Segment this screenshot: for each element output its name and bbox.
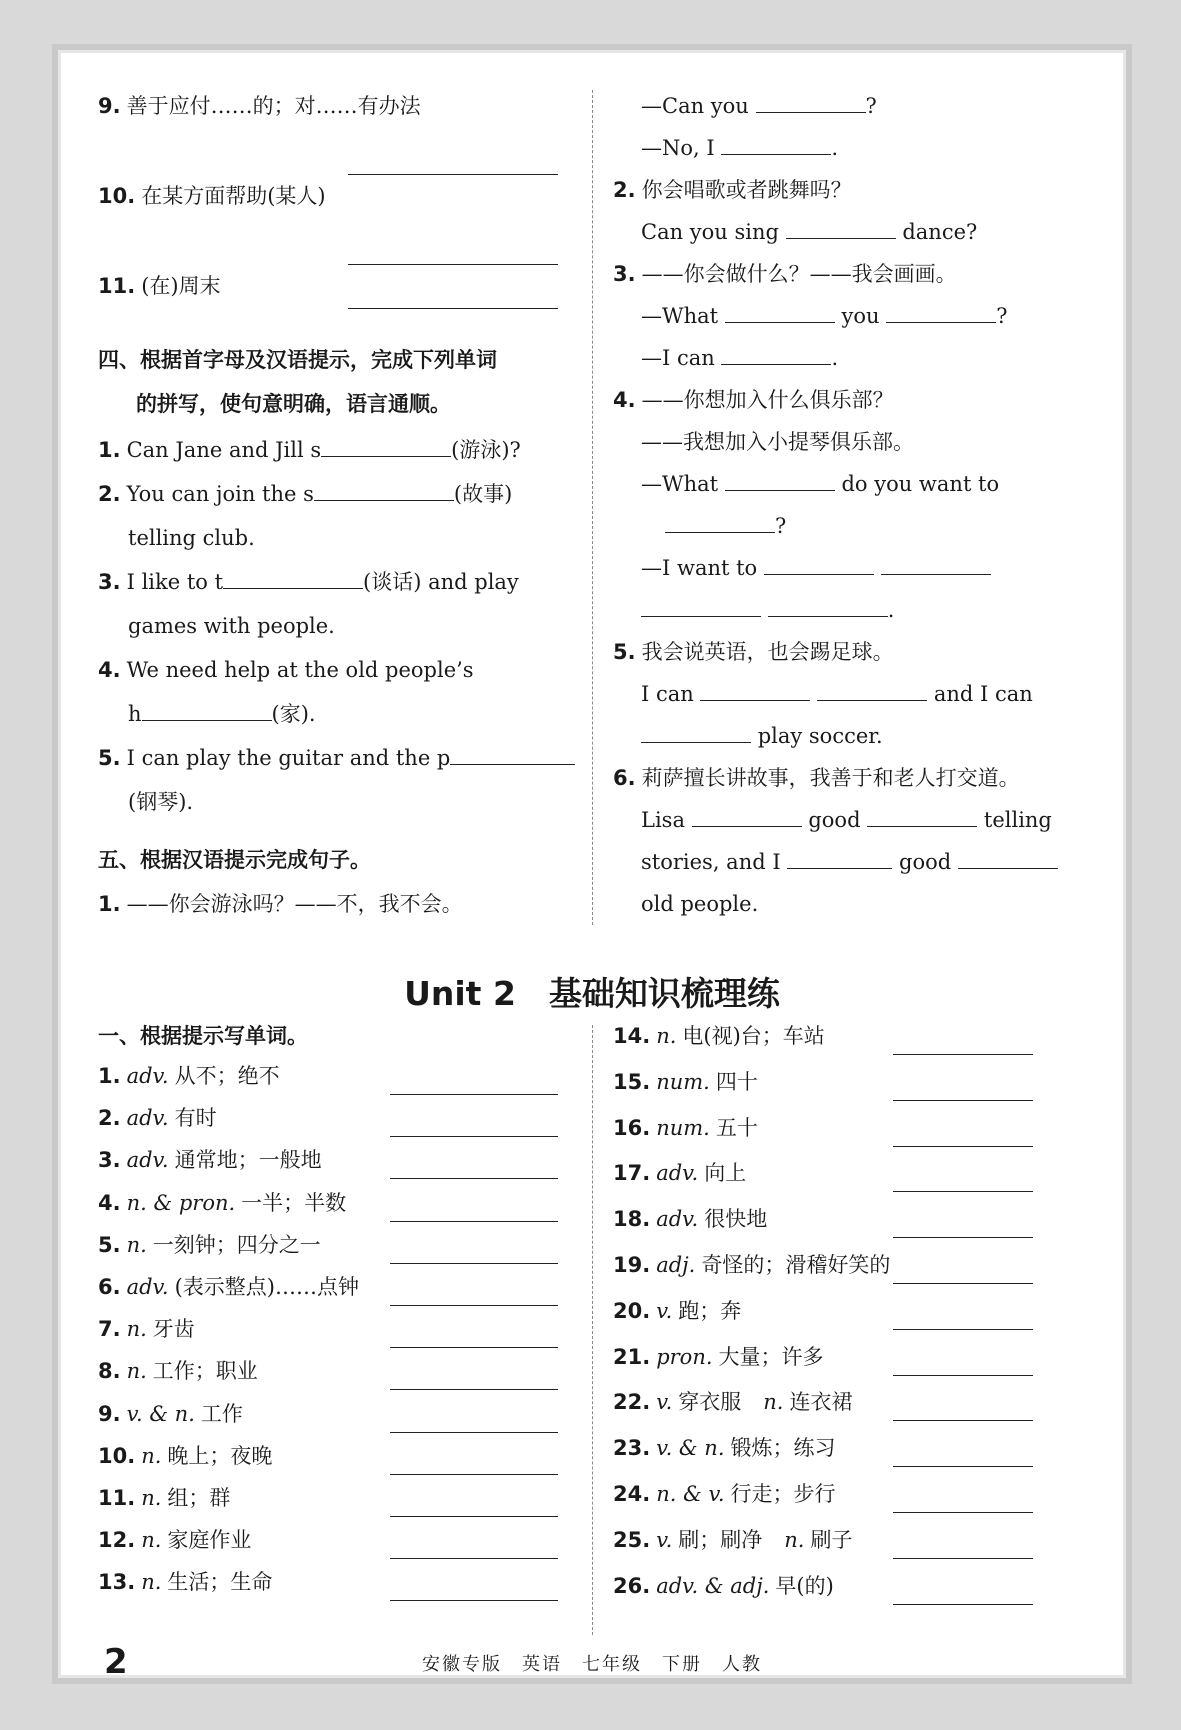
s4-q4-cont: h (家). [128,702,316,726]
section-5-title: 五、根据汉语提示完成句子。 [98,848,371,872]
answer-line[interactable] [893,1512,1033,1513]
word-item: 11. n. 组；群 [98,1486,231,1510]
answer-line[interactable] [390,1178,558,1179]
answer-line[interactable] [390,1389,558,1390]
word-item: 2. adv. 有时 [98,1106,217,1131]
answer-line[interactable] [390,1094,558,1095]
answer-line[interactable] [390,1516,558,1517]
column-divider-top [592,90,593,925]
word-item: 7. n. 牙齿 [98,1317,195,1342]
section-4-title: 四、根据首字母及汉语提示，完成下列单词 [98,348,497,372]
answer-line[interactable] [390,1432,558,1433]
answer-line[interactable] [893,1237,1033,1238]
answer-line[interactable] [390,1305,558,1306]
item-11: 11. (在)周末 [98,274,221,298]
r-q4: 4. ——你想加入什么俱乐部？ [613,388,894,412]
answer-line[interactable] [893,1283,1033,1284]
word-item: 9. v. & n. 工作 [98,1401,243,1426]
s4-q3-blank[interactable] [223,568,363,589]
word-item: 12. n. 家庭作业 [98,1528,252,1553]
answer-line[interactable] [893,1466,1033,1467]
r-q4-en1: —What do you want to [641,472,1000,496]
r-q1a-blank[interactable] [756,92,866,113]
r-q3-en1: —What you ? [641,304,1008,328]
r-q4-blank4[interactable] [881,554,991,575]
unit-title: Unit 2 基础知识梳理练 [404,974,780,1013]
r-q3-blank2[interactable] [886,302,996,323]
r-q4-blank5[interactable] [641,596,761,617]
word-item: 24. n. & v. 行走；步行 [613,1482,836,1506]
s4-q2-cont: telling club. [128,526,255,550]
word-item: 8. n. 工作；职业 [98,1359,258,1384]
r-q6-blank1[interactable] [692,806,802,827]
r-q5-en1: I can and I can [641,682,1033,706]
footer-text: 安徽专版 英语 七年级 下册 人教 [422,1654,762,1675]
r-q5-blank2[interactable] [817,680,927,701]
r-q3: 3. ——你会做什么？——我会画画。 [613,262,957,286]
word-item: 19. adj. 奇怪的；滑稽好笑的 [613,1253,891,1277]
r-q3-en2: —I can . [641,346,839,370]
word-item: 3. adv. 通常地；一般地 [98,1148,322,1173]
answer-line-11[interactable] [348,308,558,309]
s4-q2-blank[interactable] [314,480,454,501]
r-q6-blank3[interactable] [787,848,892,869]
word-item: 20. v. 跑；奔 [613,1298,742,1323]
answer-line[interactable] [893,1100,1033,1101]
word-item: 10. n. 晚上；夜晚 [98,1443,273,1468]
word-item: 5. n. 一刻钟；四分之一 [98,1232,321,1257]
word-item: 14. n. 电(视)台；车站 [613,1024,825,1048]
r-q6-blank4[interactable] [958,848,1058,869]
unit2-right-column [613,1022,1093,1642]
r-q2: 2. 你会唱歌或者跳舞吗？ [613,178,852,202]
r-q5-blank3[interactable] [641,722,751,743]
r-q6-blank2[interactable] [867,806,977,827]
s4-q3: 3. I like to t (谈话) and play [98,570,519,594]
word-item: 4. n. & pron. 一半；半数 [98,1190,347,1215]
unit2-left-column [98,1022,558,1642]
r-q5-blank1[interactable] [700,680,810,701]
word-item: 23. v. & n. 锻炼；练习 [613,1436,836,1461]
answer-line[interactable] [893,1604,1033,1605]
s4-q5-cont: (钢琴). [128,790,194,814]
word-item: 1. adv. 从不；绝不 [98,1064,280,1088]
word-item: 13. n. 生活；生命 [98,1570,273,1595]
r-q4-blank1[interactable] [725,470,835,491]
r-q5: 5. 我会说英语，也会踢足球。 [613,640,894,664]
r-q1b: —No, I . [641,136,839,160]
s4-q5-blank[interactable] [450,744,575,765]
column-divider-bottom [592,1025,593,1635]
answer-line[interactable] [893,1329,1033,1330]
r-q6-en3: old people. [641,892,759,916]
unit2-section-1-title: 一、根据提示写单词。 [98,1024,308,1048]
answer-line[interactable] [390,1263,558,1264]
r-q6-en1: Lisa good telling [641,808,1052,832]
section-4-title-cont: 的拼写，使句意明确，语言通顺。 [136,392,451,416]
answer-line[interactable] [390,1347,558,1348]
answer-line-9[interactable] [348,174,558,175]
r-q1a: —Can you ? [641,94,877,118]
r-q4-blank3[interactable] [764,554,874,575]
r-q4-en3: —I want to [641,554,991,582]
r-q4-en4: . [641,596,894,624]
r-q3-blank3[interactable] [721,344,831,365]
s4-q4: 4. We need help at the old people’s [98,658,474,682]
answer-line[interactable] [390,1600,558,1601]
right-top-column [613,50,1093,930]
s4-q1: 1. Can Jane and Jill s (游泳)? [98,438,521,462]
r-q3-blank1[interactable] [725,302,835,323]
word-item: 25. v. 刷；刷净 n. 刷子 [613,1527,853,1552]
answer-line[interactable] [390,1136,558,1137]
r-q2-en: Can you sing dance? [641,220,978,244]
r-q6: 6. 莉萨擅长讲故事，我善于和老人打交道。 [613,766,1020,790]
word-item: 21. pron. 大量；许多 [613,1344,824,1369]
answer-line[interactable] [390,1221,558,1222]
r-q5-en2: play soccer. [641,722,883,750]
r-q4-cn2: ——我想加入小提琴俱乐部。 [641,430,914,454]
r-q1b-blank[interactable] [721,134,831,155]
r-q6-en2: stories, and I good [641,848,1058,876]
word-item: 26. adv. & adj. 早(的) [613,1573,834,1598]
answer-line[interactable] [893,1420,1033,1421]
worksheet-page [52,44,1132,1684]
word-item: 16. num. 五十 [613,1115,758,1140]
s4-q4-blank[interactable] [142,700,272,721]
s4-q1-blank[interactable] [321,436,451,457]
item-9: 9. 善于应付……的；对……有办法 [98,94,421,118]
r-q2-blank[interactable] [786,218,896,239]
r-q4-blank6[interactable] [768,596,888,617]
answer-line[interactable] [893,1146,1033,1147]
page-number: 2 [104,1642,128,1682]
s5-q1: 1. ——你会游泳吗？——不，我不会。 [98,892,463,916]
answer-line[interactable] [390,1558,558,1559]
answer-line[interactable] [893,1054,1033,1055]
word-item: 18. adv. 很快地 [613,1207,768,1232]
word-item: 22. v. 穿衣服 n. 连衣裙 [613,1390,853,1415]
word-item: 15. num. 四十 [613,1069,758,1094]
answer-line[interactable] [390,1474,558,1475]
s4-q3-cont: games with people. [128,614,335,638]
answer-line[interactable] [893,1375,1033,1376]
left-top-column [98,50,558,930]
item-10: 10. 在某方面帮助(某人) [98,184,326,208]
answer-line[interactable] [893,1191,1033,1192]
r-q4-blank2[interactable] [665,512,775,533]
word-item: 17. adv. 向上 [613,1161,747,1186]
s4-q2: 2. You can join the s (故事) [98,482,513,506]
r-q4-en2: ? [665,512,786,540]
answer-line[interactable] [893,1558,1033,1559]
s4-q5: 5. I can play the guitar and the p [98,744,575,772]
answer-line-10[interactable] [348,264,558,265]
word-item: 6. adv. (表示整点)……点钟 [98,1275,359,1299]
